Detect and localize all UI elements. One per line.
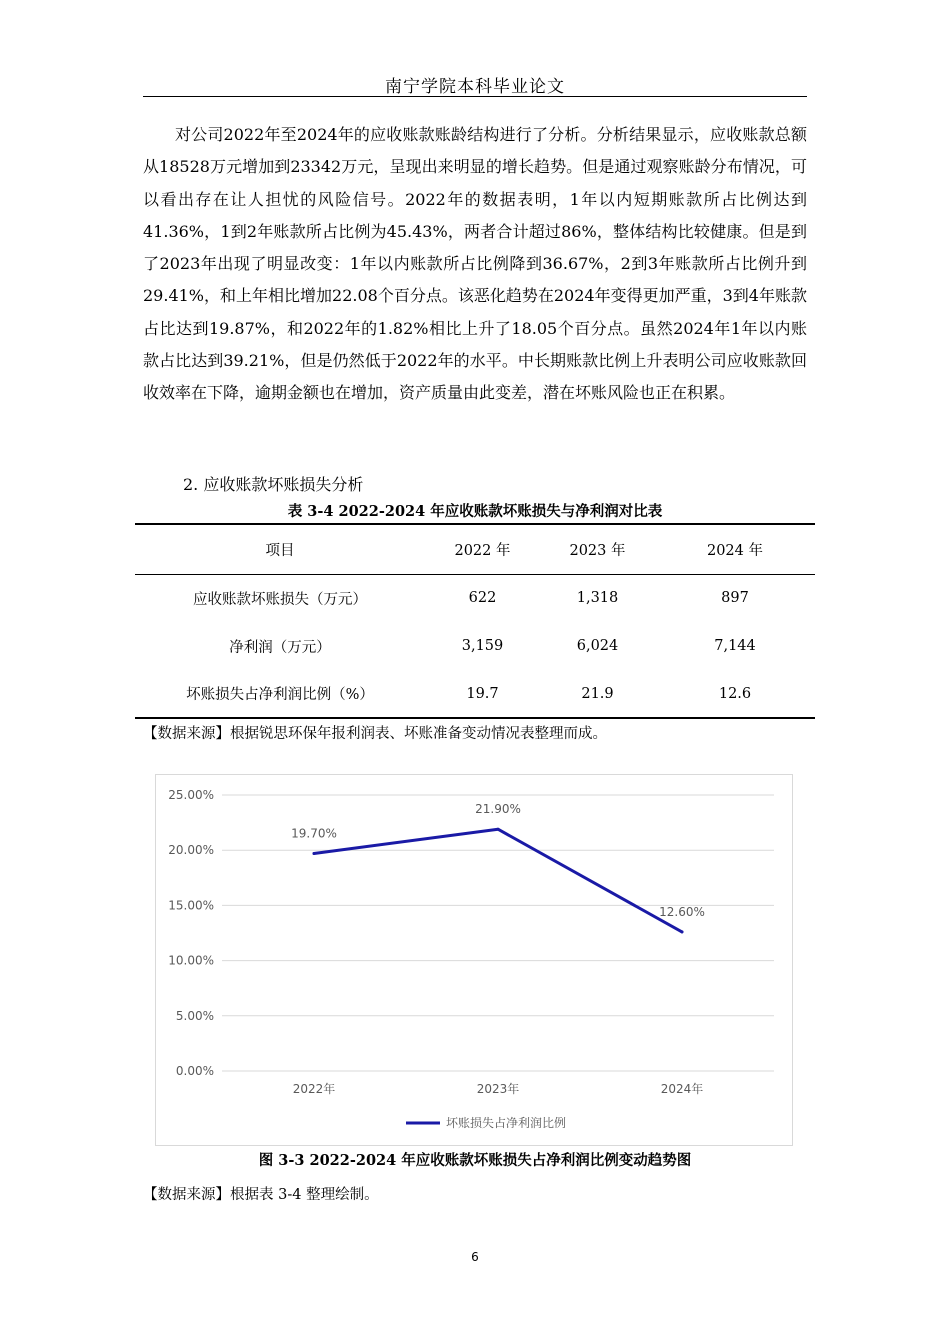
line-chart-svg [156, 775, 792, 1145]
table-header-cell: 项目 [135, 524, 425, 574]
body-text [143, 119, 807, 410]
table-header-row [135, 524, 815, 574]
section-heading: 2. 应收账款坏账损失分析 [183, 475, 364, 494]
series-line [314, 829, 682, 932]
line-chart [155, 774, 793, 1146]
table-row [135, 622, 815, 670]
legend-label: 坏账损失占净利润比例 [446, 1116, 567, 1130]
figure-source-note: 【数据来源】根据表 3-4 整理绘制。 [143, 1187, 379, 1203]
table-header-cell: 2023 年 [540, 524, 655, 574]
table-source-note: 【数据来源】根据锐思环保年报利润表、坏账准备变动情况表整理而成。 [143, 726, 607, 742]
data-label: 12.60% [659, 904, 705, 919]
table-row [135, 574, 815, 622]
table-cell: 坏账损失占净利润比例（%） [135, 670, 425, 718]
y-tick-label: 5.00% [175, 1008, 214, 1023]
table-cell: 7,144 [714, 638, 756, 654]
table-row [135, 670, 815, 718]
y-tick-label: 15.00% [168, 898, 214, 913]
data-point [497, 828, 500, 831]
table-cell: 6,024 [576, 638, 619, 654]
table-cell: 1,318 [576, 590, 619, 607]
page-number: 6 [471, 1250, 479, 1264]
header-rule [143, 96, 807, 97]
y-tick-label: 10.00% [168, 953, 214, 968]
table-cell: 19.7 [425, 670, 540, 718]
bad-debt-table [135, 523, 815, 719]
table-cell: 12.6 [655, 670, 815, 718]
data-label: 19.70% [291, 826, 337, 841]
analysis-paragraph: 对公司2022年至2024年的应收账款账龄结构进行了分析。分析结果显示，应收账款总额从18528万元增加到23342万元，呈现出来明显的增长趋势。但是通过观察账龄分布情况，可以看出存在让人担忧的风险信号。2022年的数据表明，1年以内短期账款所占比例达到41.36%，1到2年账款所占比例为45.43%，两者合计超过86%，整体结构比较健康。但是到了2023年出现了明显改变：1年以内账款所占比例降到36.67%，2到3年账款所占比例升到29.41%，和上年相比增加22.08个百分点。该恶化趋势在2024年变得更加严重，3到4年账款占比达到19.87%，和2022年的1.82%相比上升了18.05个百分点。虽然2024年1年以内账款占比达到39.21%，但是仍然低于2022年的水平。中长期账款比例上升表明公司应收账款回收效率在下降，逾期金额也在增加，资产质量由此变差，潜在坏账风险也正在积累。 [143, 125, 807, 403]
page-header-title: 南宁学院本科毕业论文 [385, 77, 565, 97]
data-point [313, 852, 316, 855]
table-header-cell: 2022 年 [425, 524, 540, 574]
table-cell: 897 [721, 590, 749, 607]
table-header-cell: 2024 年 [655, 524, 815, 574]
x-tick-label: 2023年 [476, 1082, 520, 1096]
data-label: 21.90% [475, 802, 521, 817]
table-cell: 21.9 [540, 670, 655, 718]
y-tick-label: 20.00% [168, 843, 214, 858]
y-tick-label: 0.00% [175, 1064, 214, 1078]
x-tick-label: 2022年 [292, 1082, 336, 1096]
figure-caption: 图 3-3 2022-2024 年应收账款坏账损失占净利润比例变动趋势图 [258, 1152, 692, 1169]
x-tick-label: 2024年 [660, 1082, 704, 1096]
data-point [681, 930, 684, 933]
table-cell: 3,159 [461, 638, 504, 654]
table-cell: 净利润（万元） [229, 639, 331, 656]
y-tick-label: 25.00% [168, 788, 214, 802]
table-cell: 622 [468, 590, 497, 607]
table-cell: 应收账款坏账损失（万元） [193, 591, 367, 608]
table-caption: 表 3-4 2022-2024 年应收账款坏账损失与净利润对比表 [287, 503, 663, 520]
